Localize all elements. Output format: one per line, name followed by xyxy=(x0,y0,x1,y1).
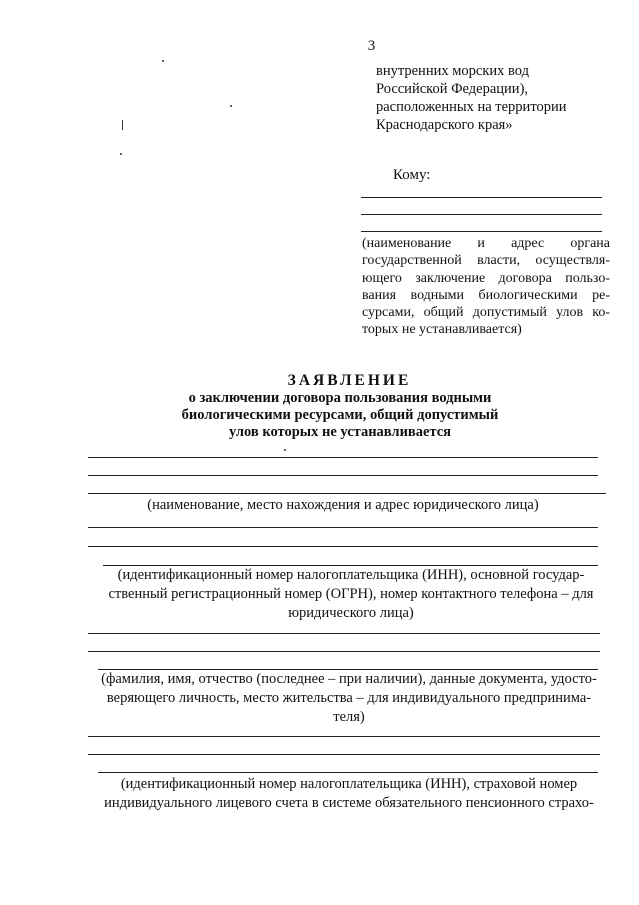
entrepreneur-ids-caption xyxy=(84,775,614,813)
caption-line: (фамилия, имя, отчество (последнее – при наличии), данные документа, удосто- xyxy=(101,671,597,687)
scan-speck xyxy=(162,60,164,62)
caption-line: индивидуального лицевого счета в системе обязательного пенсионного страхо- xyxy=(104,795,594,811)
legal-entity-fill-line[interactable] xyxy=(88,475,598,476)
caption-line: ственный регистрационный номер (ОГРН), номер контактного телефона – для xyxy=(108,586,594,602)
scan-speck xyxy=(120,153,122,155)
header-address-line: расположенных на территории xyxy=(376,99,567,115)
entrepreneur-fill-line[interactable] xyxy=(88,633,600,634)
entrepreneur-ids-fill-line[interactable] xyxy=(88,736,600,737)
recipient-fill-line[interactable] xyxy=(361,214,602,215)
recipient-label: Кому: xyxy=(393,167,431,183)
recipient-fill-line[interactable] xyxy=(361,197,602,198)
document-title: ЗАЯВЛЕНИЕ xyxy=(287,372,412,389)
page-number: 3 xyxy=(367,38,376,54)
header-address xyxy=(376,62,566,134)
entrepreneur-caption xyxy=(84,670,614,727)
legal-entity-fill-line[interactable] xyxy=(88,457,598,458)
legal-ids-fill-line[interactable] xyxy=(88,527,598,528)
header-address-line: внутренних морских вод xyxy=(376,63,529,79)
entrepreneur-ids-fill-line[interactable] xyxy=(88,754,600,755)
subtitle-line: улов которых не устанавливается xyxy=(228,424,452,440)
document-subtitle xyxy=(140,390,540,441)
legal-ids-caption xyxy=(88,566,614,623)
legal-entity-fill-line[interactable] xyxy=(88,493,606,494)
legal-entity-caption: (наименование, место нахождения и адрес юридического лица) xyxy=(147,497,539,513)
legal-ids-fill-line[interactable] xyxy=(88,546,598,547)
subtitle-line: о заключении договора пользования водными xyxy=(188,390,492,406)
caption-line: веряющего личность, место жительства – для индивидуального предпринима- xyxy=(106,690,592,706)
header-address-line: Краснодарского края» xyxy=(376,117,513,133)
caption-line: теля) xyxy=(333,709,365,725)
header-address-line: Российской Федерации), xyxy=(376,81,529,97)
scan-speck xyxy=(122,120,123,130)
scan-speck xyxy=(230,105,232,107)
caption-line: (идентификационный номер налогоплательщика (ИНН), страховой номер xyxy=(120,776,578,792)
scan-speck xyxy=(284,449,286,451)
subtitle-line: биологическими ресурсами, общий допустимый xyxy=(181,407,499,423)
caption-line: юридического лица) xyxy=(288,605,414,621)
recipient-fill-line[interactable] xyxy=(361,231,602,232)
entrepreneur-fill-line[interactable] xyxy=(88,651,600,652)
caption-line: (идентификационный номер налогоплательщика (ИНН), основной государ- xyxy=(117,567,585,583)
entrepreneur-ids-fill-line[interactable] xyxy=(98,772,598,773)
recipient-note: (наименование и адрес органа государственной власти, осуществля-ющего заключение договора пользо-вания водными биологическими ре-сурсами, общий допустимый улов ко-торых не устанавливается) xyxy=(362,236,610,338)
